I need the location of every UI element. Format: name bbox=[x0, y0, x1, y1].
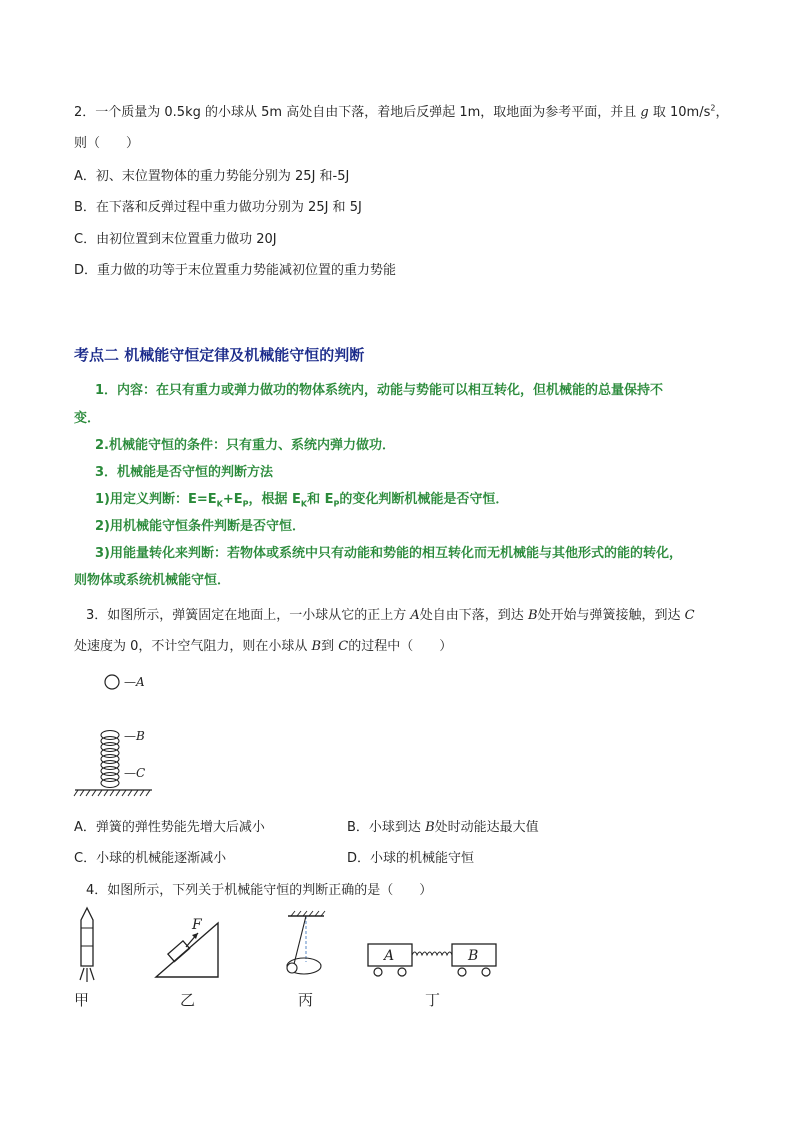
figure-label-jia: 甲 bbox=[74, 991, 90, 1009]
section-title: 考点二 机械能守恒定律及机械能守恒的判断 bbox=[74, 346, 365, 364]
section-p6b: 则物体或系统机械能守恒． bbox=[74, 573, 231, 588]
ball-icon bbox=[105, 675, 119, 689]
q3-optb-post: 处时动能达最大值 bbox=[434, 820, 539, 835]
q3-point-b: B bbox=[527, 608, 538, 623]
rocket-figure bbox=[72, 906, 102, 986]
p4-sub-k: K bbox=[216, 499, 223, 509]
q3-text-a: 3．如图所示，弹簧固定在地面上，一小球从它的正上方 bbox=[86, 608, 411, 623]
g-symbol: g bbox=[640, 105, 649, 120]
ground-hatch bbox=[74, 790, 150, 796]
figure-label-yi: 乙 bbox=[180, 991, 196, 1009]
q3-point-c2: C bbox=[338, 639, 349, 654]
q2-option-a: A．初、末位置物体的重力势能分别为 25J 和-5J bbox=[74, 169, 350, 184]
carts-figure bbox=[364, 938, 504, 982]
p4-sub-p: P bbox=[242, 499, 249, 509]
bob-icon bbox=[287, 963, 297, 973]
q2-stem-line2: 则（ ） bbox=[74, 136, 140, 151]
label-b: —B bbox=[124, 729, 145, 743]
p4-text: 1)用定义判断：E=E bbox=[95, 492, 217, 507]
p4-plus: +E bbox=[222, 492, 243, 507]
q3-optb-b: B bbox=[425, 820, 435, 835]
q2-text: 2．一个质量为 0.5kg 的小球从 5m 高处自由下落，着地后反弹起 1m，取地面为参考平面，并且 bbox=[74, 105, 641, 120]
q3-stem-line2 bbox=[74, 638, 452, 656]
section-p3: 3．机械能是否守恒的判断方法 bbox=[95, 465, 274, 480]
q3-point-c: C bbox=[684, 608, 695, 623]
incline-figure bbox=[152, 915, 224, 981]
q2-option-b: B．在下落和反弹过程中重力做功分别为 25J 和 5J bbox=[74, 200, 362, 215]
q3-option-c: C．小球的机械能逐渐减小 bbox=[74, 851, 227, 866]
force-label: F bbox=[192, 917, 202, 933]
q3-option-d: D．小球的机械能守恒 bbox=[347, 851, 475, 866]
q4-stem: 4．如图所示，下列关于机械能守恒的判断正确的是（ ） bbox=[86, 883, 433, 898]
q3-point-b2: B bbox=[311, 639, 322, 654]
p4-end: 的变化判断机械能是否守恒． bbox=[339, 492, 509, 507]
cart-b-label: B bbox=[468, 948, 479, 964]
block-icon bbox=[168, 941, 190, 962]
q2-stem-line1 bbox=[74, 104, 728, 122]
section-p6a: 3)用能量转化来判断：若物体或系统中只有动能和势能的相互转化而无机械能与其他形式的能的转化， bbox=[95, 546, 682, 561]
q2-text-unit: 取 10m/s bbox=[648, 105, 711, 120]
spring-coil bbox=[101, 731, 119, 788]
section-p4 bbox=[95, 491, 508, 509]
rocket-icon bbox=[81, 908, 93, 966]
q3-option-b bbox=[347, 819, 539, 837]
p4-sub-p2: P bbox=[333, 499, 340, 509]
q2-text-end: ， bbox=[715, 105, 729, 120]
q3-stem-line1 bbox=[86, 607, 695, 625]
spring-link-icon bbox=[412, 952, 452, 955]
label-c: —C bbox=[124, 766, 146, 780]
q3-text-c: 处开始与弹簧接触，到达 bbox=[537, 608, 685, 623]
q3-text-f: 的过程中（ ） bbox=[348, 639, 453, 654]
q2-option-d: D．重力做的功等于末位置重力势能减初位置的重力势能 bbox=[74, 263, 397, 278]
q3-text-e: 到 bbox=[321, 639, 339, 654]
p4-sub-k2: K bbox=[300, 499, 308, 509]
p4-and: 和 E bbox=[307, 492, 334, 507]
section-p1b: 变． bbox=[74, 411, 101, 426]
section-p1a: 1．内容：在只有重力或弹力做功的物体系统内，动能与势能可以相互转化，但机械能的总量保持不 bbox=[95, 383, 664, 398]
cart-a-label: A bbox=[384, 948, 395, 964]
section-p2: 2.机械能守恒的条件：只有重力、系统内弹力做功． bbox=[95, 438, 395, 453]
q2-option-c: C．由初位置到末位置重力做功 20J bbox=[74, 232, 277, 247]
figure-label-ding: 丁 bbox=[425, 991, 441, 1009]
q3-point-a: A bbox=[410, 608, 420, 623]
q3-optb-pre: B．小球到达 bbox=[347, 820, 426, 835]
pendulum-figure bbox=[278, 910, 338, 984]
section-p5: 2)用机械能守恒条件判断是否守恒． bbox=[95, 519, 305, 534]
q3-option-a: A．弹簧的弹性势能先增大后减小 bbox=[74, 820, 265, 835]
figure-label-bing: 丙 bbox=[298, 991, 314, 1009]
p4-mid: ，根据 E bbox=[248, 492, 301, 507]
q3-text-b: 处自由下落，到达 bbox=[419, 608, 528, 623]
q3-text-d: 处速度为 0，不计空气阻力，则在小球从 bbox=[74, 639, 312, 654]
q2-sup: 2 bbox=[710, 103, 716, 113]
label-a: —A bbox=[124, 675, 145, 689]
spring-figure bbox=[70, 665, 170, 805]
